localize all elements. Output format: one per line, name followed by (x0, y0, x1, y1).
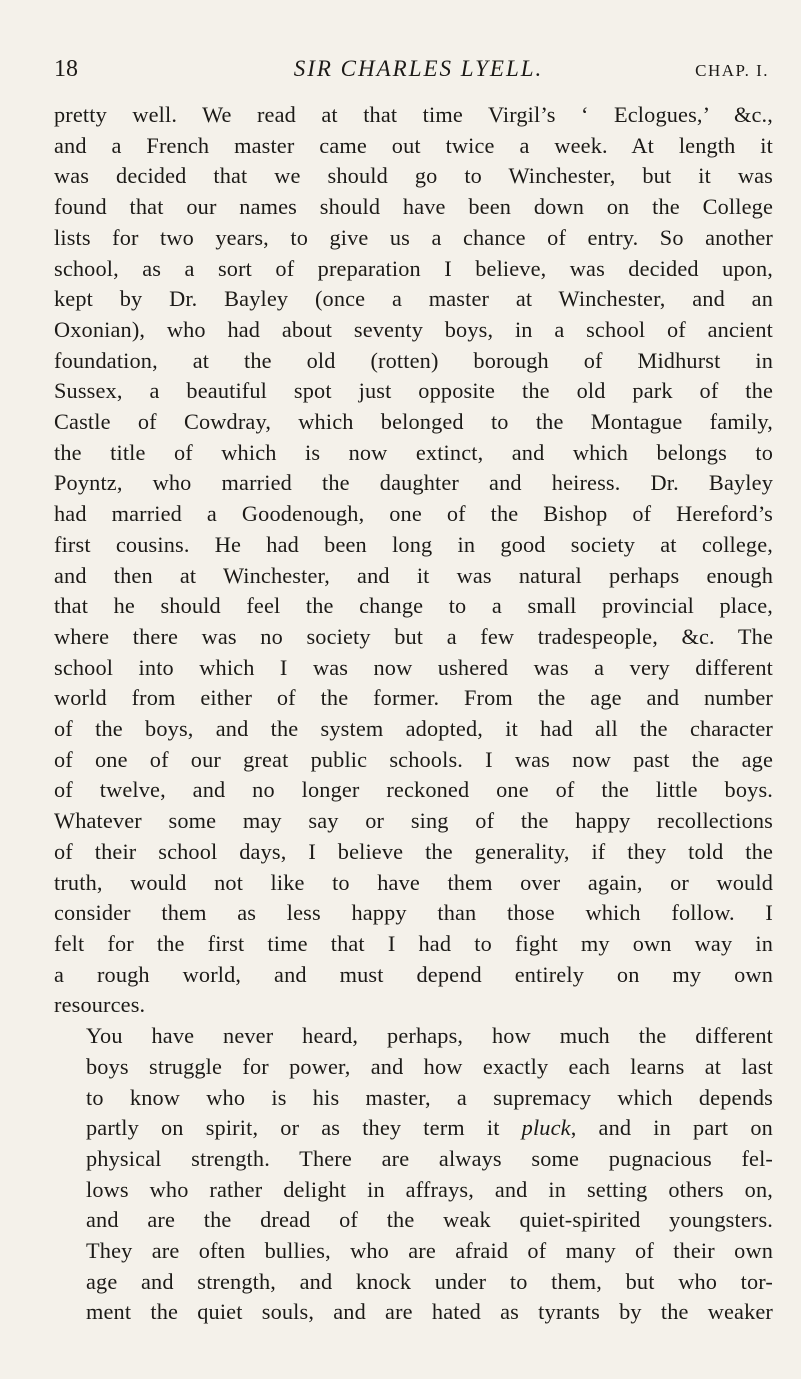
italic-word: pluck (521, 1115, 571, 1141)
text-line: lows who rather delight in affrays, and in setting others on, (86, 1176, 773, 1202)
text-line: felt for the first time that I had to fight my own way in (54, 930, 773, 956)
text-line: Castle of Cowdray, which belonged to the Montague family, (54, 409, 773, 435)
text-line: had married a Goodenough, one of the Bishop of Hereford’s (54, 501, 773, 527)
text-line: to know who is his master, a supremacy which depends (86, 1084, 773, 1110)
text-line: first cousins. He had been long in good society at college, (54, 531, 773, 557)
text-line: the title of which is now extinct, and which belongs to (54, 439, 773, 465)
text-run: , and in part on (570, 1115, 773, 1141)
text-line: of the boys, and the system adopted, it had all the character (54, 716, 773, 742)
paragraph-1 (54, 100, 773, 1021)
text-line: was decided that we should go to Winchester, but it was (54, 163, 773, 189)
running-head (54, 52, 773, 92)
text-line: Oxonian), who had about seventy boys, in a school of ancient (54, 316, 773, 342)
text-line: physical strength. There are always some pugnacious fel- (86, 1145, 773, 1171)
text-line: school, as a sort of preparation I believe, was decided upon, (54, 255, 773, 281)
paragraph-2 (54, 1021, 773, 1328)
text-line: and then at Winchester, and it was natural perhaps enough (54, 562, 773, 588)
text-line: Sussex, a beautiful spot just opposite the old park of the (54, 378, 773, 404)
page-number: 18 (54, 56, 78, 82)
text-line: and a French master came out twice a week. At length it (54, 132, 773, 158)
text-line: and are the dread of the weak quiet-spirited youngsters. (86, 1207, 773, 1233)
text-run: partly on spirit, or as they term it (86, 1115, 522, 1141)
text-line: world from either of the former. From the age and number (54, 685, 773, 711)
text-line-with-italic (54, 1113, 773, 1144)
text-line: They are often bullies, who are afraid of many of their own (86, 1238, 773, 1264)
text-line: consider them as less happy than those which follow. I (54, 900, 773, 926)
text-line: kept by Dr. Bayley (once a master at Winchester, and an (54, 286, 773, 312)
text-line: school into which I was now ushered was a very different (54, 654, 773, 680)
text-line: pretty well. We read at that time Virgil’s ‘ Eclogues,’ &c., (54, 102, 773, 127)
text-line: of one of our great public schools. I was now past the age (54, 746, 773, 772)
text-line: foundation, at the old (rotten) borough of Midhurst in (54, 347, 773, 373)
text-line: age and strength, and knock under to them, but who tor- (86, 1268, 773, 1294)
text-line: boys struggle for power, and how exactly each learns at last (86, 1053, 773, 1079)
text-line: Whatever some may say or sing of the happy recollections (54, 808, 773, 834)
text-line: lists for two years, to give us a chance of entry. So another (54, 224, 773, 250)
text-line: where there was no society but a few tradespeople, &c. The (54, 623, 773, 649)
text-line: You have never heard, perhaps, how much the different (86, 1023, 773, 1049)
text-line: ment the quiet souls, and are hated as tyrants by the weaker (86, 1299, 773, 1325)
text-line: truth, would not like to have them over again, or would (54, 869, 773, 895)
text-line: a rough world, and must depend entirely on my own (54, 961, 773, 987)
text-line: Poyntz, who married the daughter and heiress. Dr. Bayley (54, 470, 773, 496)
text-line: found that our names should have been down on the College (54, 194, 773, 220)
body-text (54, 100, 773, 1328)
text-line: of their school days, I believe the generality, if they told the (54, 838, 773, 864)
running-title: SIR CHARLES LYELL. (293, 56, 544, 81)
text-line: of twelve, and no longer reckoned one of the little boys. (54, 777, 773, 803)
text-line: resources. (54, 992, 146, 1018)
text-line: that he should feel the change to a small provincial place, (54, 593, 773, 619)
chapter-label: CHAP. I. (695, 61, 769, 80)
